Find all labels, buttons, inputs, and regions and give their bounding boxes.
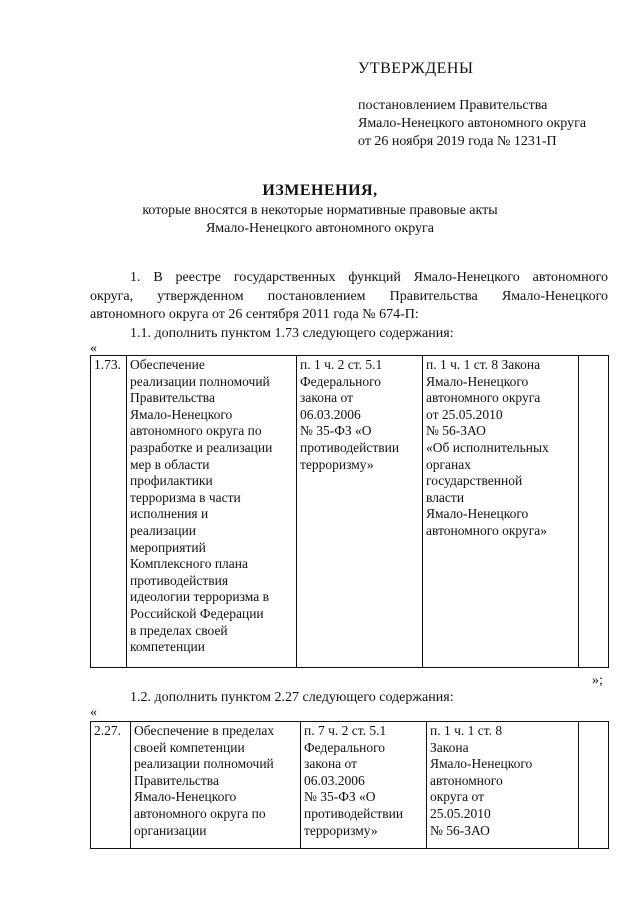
table1-empty-cell	[579, 356, 609, 668]
item-1-2: 1.2. дополнить пунктом 2.27 следующего содержания:	[130, 690, 454, 705]
open-quote-1: «	[90, 341, 97, 356]
para1-line-1: 1. В реестре государственных функций Ямало-Ненецкого автономного	[130, 270, 608, 285]
para1-line-2: округа, утвержденном постановлением Правительства Ямало-Ненецкого	[90, 289, 608, 304]
table-row	[91, 356, 609, 668]
close-quote-1: »;	[592, 673, 603, 688]
table2-function-cell: Обеспечение в пределах своей компетенции реализации полномочий Правительства Ямало-Ненецкого автономного округа по организации	[131, 722, 301, 849]
document-subtitle-line-2: Ямало-Ненецкого автономного округа	[205, 221, 435, 236]
para1-line-3: автономного округа от 26 сентября 2011 года № 674-П:	[90, 307, 419, 322]
item-1-1: 1.1. дополнить пунктом 1.73 следующего содержания:	[130, 326, 454, 341]
table1-federal-law-cell: п. 1 ч. 2 ст. 5.1 Федерального закона от 06.03.2006 № 35-ФЗ «О противодействии терроризму»	[297, 356, 423, 668]
approved-by-line: постановлением Правительства	[358, 98, 548, 113]
document-subtitle-line-1: которые вносятся в некоторые нормативные правовые акты	[142, 203, 498, 218]
table1-function-cell: Обеспечение реализации полномочий Правительства Ямало-Ненецкого автономного округа по разработке и реализации мер в области профилактики терроризма в части исполнения и реализации мероприятий Комплексного плана противодействия идеологии терроризма в Российской Федерации в пределах своей компетенции	[127, 356, 297, 668]
table1-regional-law-cell: п. 1 ч. 1 ст. 8 Закона Ямало-Ненецкого автономного округа от 25.05.2010 № 56-ЗАО «Об исполнительных органах государственной власти Ямало-Ненецкого автономного округа»	[423, 356, 579, 668]
table2-federal-law-cell: п. 7 ч. 2 ст. 5.1 Федерального закона от 06.03.2006 № 35-ФЗ «О противодействии терроризму»	[301, 722, 427, 849]
document-title: ИЗМЕНЕНИЯ,	[262, 182, 378, 199]
registry-table-2	[90, 721, 609, 849]
registry-table-1	[90, 355, 609, 668]
table-row	[91, 722, 609, 849]
approved-date-line: от 26 ноября 2019 года № 1231-П	[358, 134, 557, 149]
table2-empty-cell	[579, 722, 609, 849]
open-quote-2: «	[90, 705, 97, 720]
approved-authority-line: Ямало-Ненецкого автономного округа	[358, 116, 587, 131]
table1-number-cell: 1.73.	[91, 356, 127, 668]
table2-number-cell: 2.27.	[91, 722, 131, 849]
table2-regional-law-cell: п. 1 ч. 1 ст. 8 Закона Ямало-Ненецкого автономного округа от 25.05.2010 № 56-ЗАО	[427, 722, 579, 849]
approved-heading: УТВЕРЖДЕНЫ	[358, 60, 474, 77]
